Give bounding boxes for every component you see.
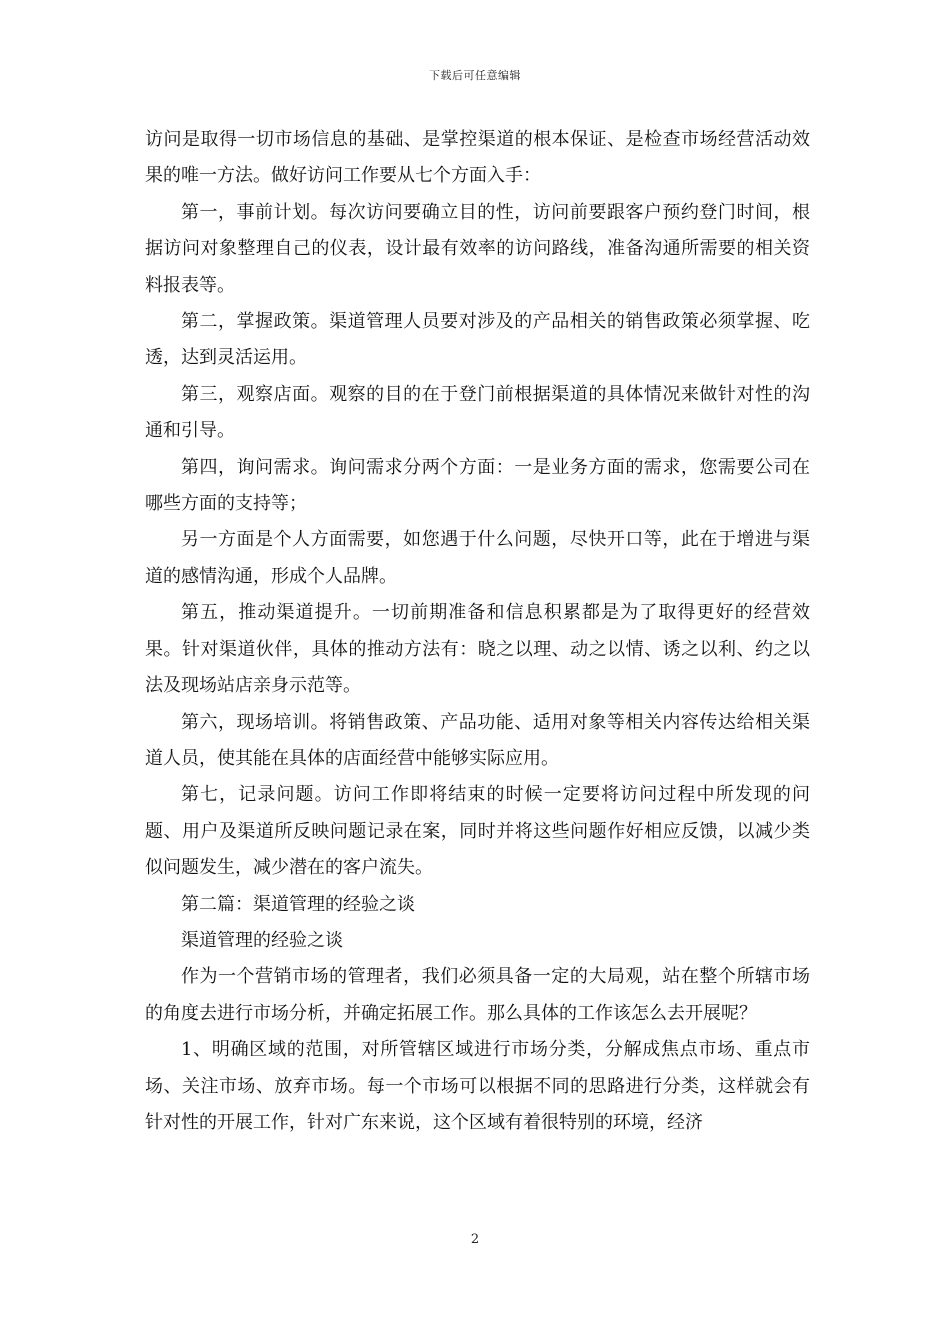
paragraph-step-4: 第四，询问需求。询问需求分两个方面：一是业务方面的需求，您需要公司在哪些方面的支持等； — [145, 456, 810, 515]
paragraph-step-1: 第一，事前计划。每次访问要确立目的性，访问前要跟客户预约登门时间，根据访问对象整理自己的仪表，设计最有效率的访问路线，准备沟通所需要的相关资料报表等。 — [145, 201, 810, 296]
header-note: 下载后可任意编辑 — [429, 69, 521, 82]
paragraph-step-6: 第六，现场培训。将销售政策、产品功能、适用对象等相关内容传达给相关渠道人员，使其能在具体的店面经营中能够实际应用。 — [145, 711, 810, 769]
section-title: 渠道管理的经验之谈 — [181, 929, 343, 951]
page-number: 2 — [470, 1232, 480, 1247]
section-heading: 第二篇：渠道管理的经验之谈 — [181, 893, 415, 915]
paragraph-step-5: 第五，推动渠道提升。一切前期准备和信息积累都是为了取得更好的经营效果。针对渠道伙伴，具体的推动方法有：晓之以理、动之以情、诱之以利、约之以法及现场站店亲身示范等。 — [145, 602, 810, 697]
paragraph-intro: 访问是取得一切市场信息的基础、是掌控渠道的根本保证、是检查市场经营活动效果的唯一方法。做好访问工作要从七个方面入手： — [145, 129, 810, 187]
paragraph-step-2: 第二，掌握政策。渠道管理人员要对涉及的产品相关的销售政策必须掌握、吃透，达到灵活运用。 — [145, 311, 810, 369]
paragraph-overview: 作为一个营销市场的管理者，我们必须具备一定的大局观，站在整个所辖市场的角度去进行市场分析，并确定拓展工作。那么具体的工作该怎么去开展呢？ — [145, 966, 810, 1024]
paragraph-step-4-continued: 另一方面是个人方面需要，如您遇于什么问题，尽快开口等，此在于增进与渠道的感情沟通，形成个人品牌。 — [145, 529, 810, 587]
paragraph-step-7: 第七，记录问题。访问工作即将结束的时候一定要将访问过程中所发现的问题、用户及渠道所反映问题记录在案，同时并将这些问题作好相应反馈，以减少类似问题发生，减少潜在的客户流失。 — [145, 784, 810, 879]
paragraph-step-3: 第三，观察店面。观察的目的在于登门前根据渠道的具体情况来做针对性的沟通和引导。 — [145, 383, 810, 442]
document-body — [145, 122, 810, 1141]
paragraph-point-1: 1、明确区域的范围，对所管辖区域进行市场分类，分解成焦点市场、重点市场、关注市场、放弃市场。每一个市场可以根据不同的思路进行分类，这样就会有针对性的开展工作，针对广东来说，这个区域有着很特别的环境，经济 — [145, 1039, 810, 1133]
